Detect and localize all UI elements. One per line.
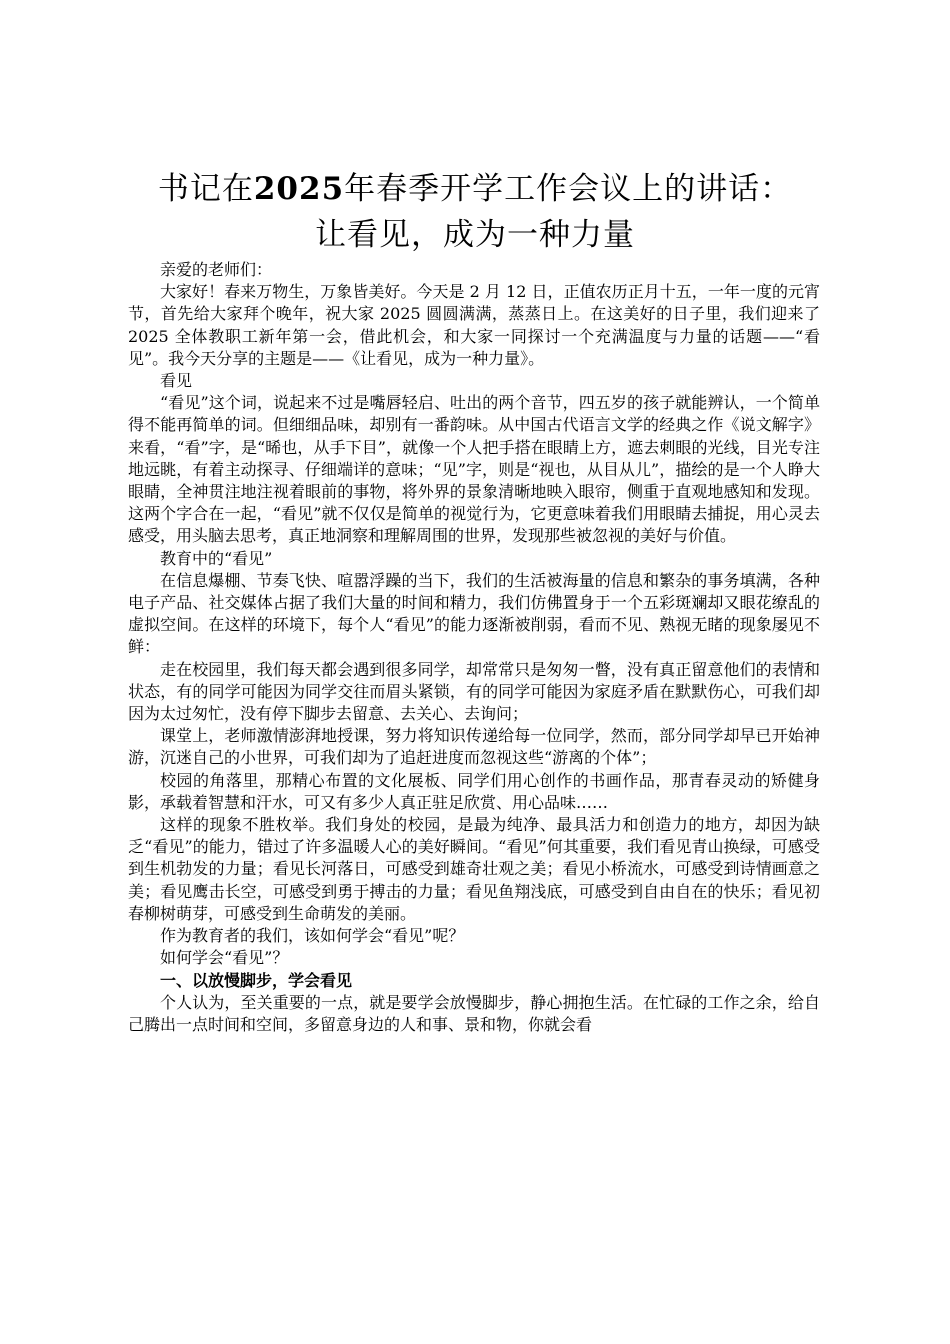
body-paragraph: 在信息爆棚、节奏飞快、喧嚣浮躁的当下，我们的生活被海量的信息和繁杂的事务填满，各种电子产品、社交媒体占据了我们大量的时间和精力，我们仿佛置身于一个五彩斑斓却又眼花缭乱的虚拟空间。在这样的环境下，每个人“看见”的能力逐渐被削弱，看而不见、熟视无睹的现象屡见不鲜： <box>128 570 820 657</box>
title-line-1 <box>100 166 850 212</box>
body-paragraph: 大家好！春来万物生，万象皆美好。今天是 2 月 12 日，正值农历正月十五，一年一度的元宵节，首先给大家拜个晚年，祝大家 2025 圆圆满满，蒸蒸日上。在这美好的日子里，我们迎来了 2025 全体教职工新年第一会，借此机会，和大家一同探讨一个充满温度与力量的话题——“看见”。我今天分享的主题是——《让看见，成为一种力量》。 <box>128 282 820 368</box>
document-title <box>100 166 850 258</box>
body-paragraph: 校园的角落里，那精心布置的文化展板、同学们用心创作的书画作品，那青春灵动的矫健身影，承载着智慧和汗水，可又有多少人真正驻足欣赏、用心品味…… <box>128 770 820 812</box>
body-paragraph: 作为教育者的我们，该如何学会“看见”呢？ <box>160 926 465 946</box>
title-year: 2025 <box>253 171 345 207</box>
section-heading: 看见 <box>160 371 193 391</box>
body-paragraph: 个人认为，至关重要的一点，就是要学会放慢脚步，静心拥抱生活。在忙碌的工作之余，给自己腾出一点时间和空间，多留意身边的人和事、景和物，你就会看 <box>128 992 820 1034</box>
body-paragraph: 走在校园里，我们每天都会遇到很多同学，却常常只是匆匆一瞥，没有真正留意他们的表情和状态，有的同学可能因为同学交往而眉头紧锁，有的同学可能因为家庭矛盾在默默伤心，可我们却因为太过匆忙，没有停下脚步去留意、去关心、去询问； <box>128 659 820 724</box>
body-paragraph: 这样的现象不胜枚举。我们身处的校园，是最为纯净、最具活力和创造力的地方，却因为缺乏“看见”的能力，错过了许多温暖人心的美好瞬间。“看见”何其重要，我们看见青山换绿，可感受到生机勃发的力量；看见长河落日，可感受到雄奇壮观之美；看见小桥流水，可感受到诗情画意之美；看见鹰击长空，可感受到勇于搏击的力量；看见鱼翔浅底，可感受到自由自在的快乐；看见初春柳树萌芽，可感受到生命萌发的美丽。 <box>128 815 820 923</box>
section-heading: 如何学会“看见”？ <box>160 948 289 968</box>
salutation: 亲爱的老师们： <box>160 260 273 279</box>
title-line-2: 让看见，成为一种力量 <box>315 217 635 253</box>
body-paragraph: 课堂上，老师激情澎湃地授课，努力将知识传递给每一位同学，然而，部分同学却早已开始神游，沉迷自己的小世界，可我们却为了追赶进度而忽视这些“游离的个体”； <box>128 726 820 768</box>
body-paragraph: “看见”这个词，说起来不过是嘴唇轻启、吐出的两个音节，四五岁的孩子就能辨认，一个简单得不能再简单的词。但细细品味，却别有一番韵味。从中国古代语言文学的经典之作《说文解字》来看，“看”字，是“晞也，从手下目”，就像一个人把手搭在眼睛上方，遮去刺眼的光线，目光专注地远眺，有着主动探寻、仔细端详的意味；“见”字，则是“视也，从目从儿”，描绘的是一个人睁大眼睛，全神贯注地注视着眼前的事物，将外界的景象清晰地映入眼帘，侧重于直观地感知和发现。这两个字合在一起，“看见”就不仅仅是简单的视觉行为，它更意味着我们用眼睛去捕捉，用心灵去感受，用头脑去思考，真正地洞察和理解周围的世界，发现那些被忽视的美好与价值。 <box>128 393 820 546</box>
document-body <box>128 259 820 1036</box>
bold-subheading: 一、以放慢脚步，学会看见 <box>160 970 353 990</box>
section-heading: 教育中的“看见” <box>160 548 273 568</box>
title-suffix: 年春季开学工作会议上的讲话： <box>344 171 793 207</box>
title-prefix: 书记在 <box>157 171 254 207</box>
